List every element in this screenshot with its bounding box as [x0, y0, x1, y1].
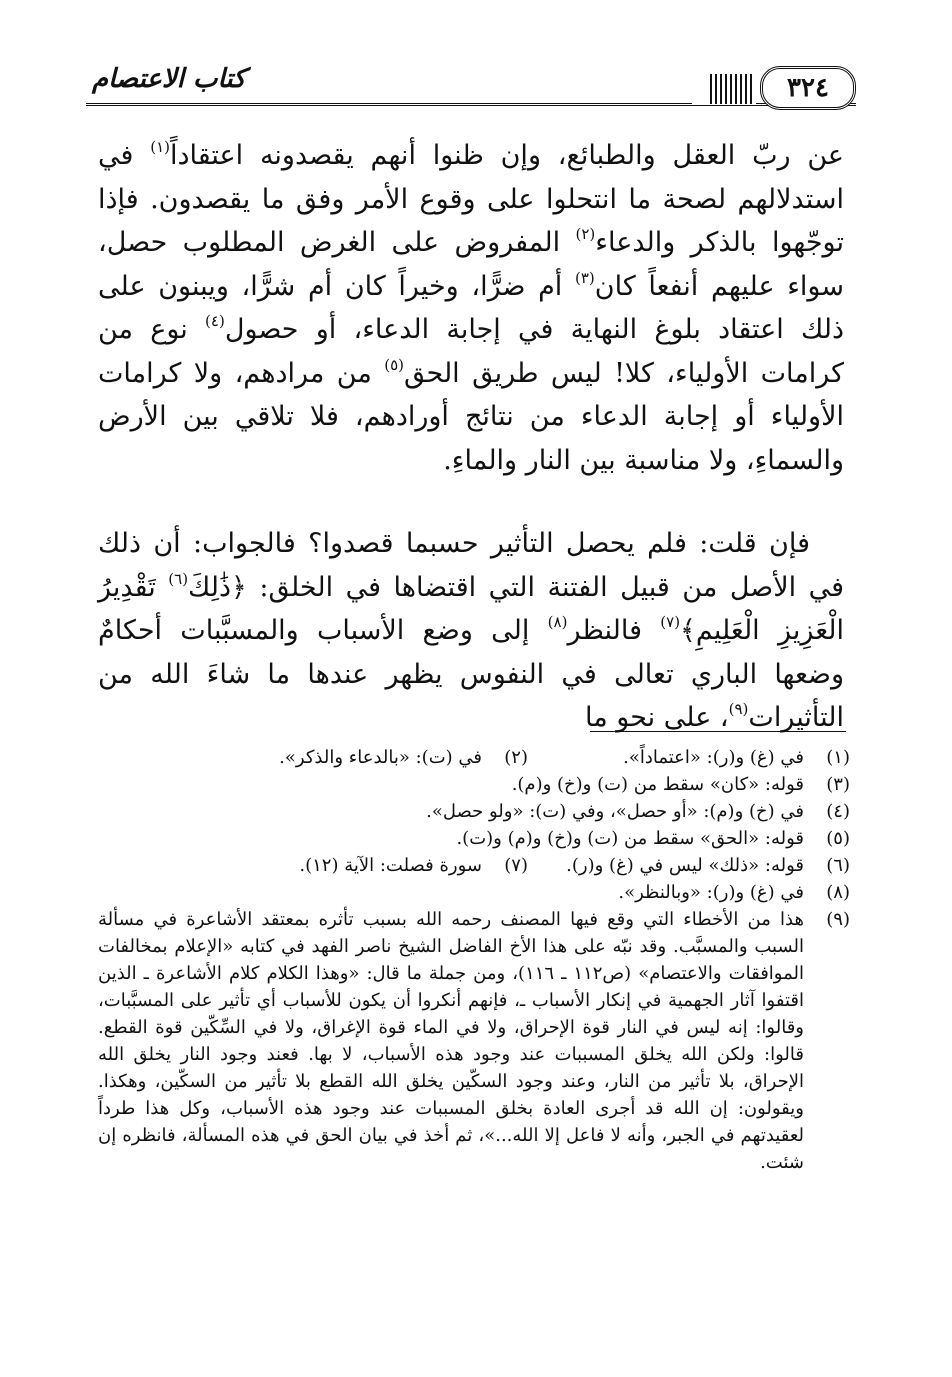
footnote: (٩) هذا من الأخطاء التي وقع فيها المصنف رحمه الله بسبب تأثره بمعتقد الأشاعرة في مسألة السبب والمسبَّب. وقد نبّه على هذا الأخ الفاضل الشيخ ناصر الفهد في كتابه «الإعلام بمخالفات الموافقات والاعتصام» (ص١١٢ ـ ١١٦)، ومن جملة ما قال: «وهذا الكلام كلام الأشاعرة ـ الذين اقتفوا آثار الجهمية في إنكار الأسباب ـ، فإنهم أنكروا أن يكون للأسباب أي تأثير على المسبَّبات، وقالوا: إنه ليس في النار قوة الإحراق، ولا في الماء قوة الإغراق، ولا في السِّكّين قوة القطع. قالوا: ولكن الله يخلق المسببات عند وجود هذه الأسباب، لا بها. فعند وجود النار يخلق الله الإحراق، بلا تأثير من النار، وعند وجود السكّين يخلق الله القطع بلا تأثير من السكّين، وهكذا. ويقولون: إن الله قد أجرى العادة بخلق المسببات عند وجود هذه الأسباب، وكل هذا طرداً لعقيدتهم في الجبر، وأنه لا فاعل إلا الله...»، ثم أخذ في بيان الحق في هذه المسألة، فانظره إن شئت. — [98, 909, 850, 1173]
footnote-row — [98, 852, 850, 879]
footnote: (١) في (غ) و(ر): «اعتماداً». — [623, 747, 850, 768]
footnote-ref: (٣) — [574, 268, 595, 287]
page-header — [86, 62, 856, 112]
footnote-ref: (٨) — [547, 613, 568, 631]
header-ornament — [692, 74, 756, 104]
footnote-ref: (٩) — [728, 700, 749, 718]
footnote: (٢) في (ت): «بالدعاء والذكر». — [279, 747, 528, 768]
footnote: (٦) قوله: «ذلك» ليس في (غ) و(ر). — [566, 855, 850, 876]
footnote-ref: (٧) — [660, 613, 681, 631]
footnotes — [98, 744, 850, 1176]
footnote: (٨) في (غ) و(ر): «وبالنظر». — [618, 882, 850, 903]
book-title: كتاب الاعتصام — [86, 64, 252, 94]
main-text — [98, 134, 844, 740]
footnote-ref: (٢) — [575, 225, 596, 243]
footnote-ref: (١) — [150, 138, 170, 156]
paragraph: فإن قلت: فلم يحصل التأثير حسبما قصدوا؟ فالجواب: أن ذلك في الأصل من قبيل الفتنة التي اقتضاها في الخلق: ﴿ذَٰلِكَ$^{(٦)}$ تَقْدِيرُ الْعَزِيزِ الْعَلِيمِ﴾$^{(٧)}$ فالنظر$^{(٨)}$ إلى وضع الأسباب والمسبَّبات أحكامٌ وضعها الباري تعالى في النفوس يظهر عندها ما شاءَ الله من التأثيرات$^{(٩)}$، على نحو ما — [98, 528, 845, 733]
footnote-ref: (٦) — [168, 569, 189, 588]
footnote-ref: (٥) — [384, 355, 404, 374]
footnote-row — [98, 744, 850, 771]
footnote: (٧) سورة فصلت: الآية (١٢). — [299, 855, 528, 876]
page-number: ٣٢٤ — [760, 66, 856, 110]
footnote: (٤) في (خ) و(م): «أو حصل»، وفي (ت): «ولو حصل». — [426, 801, 850, 822]
footnote: (٣) قوله: «كان» سقط من (ت) و(خ) و(م). — [511, 774, 850, 795]
footnote-ref: (٤) — [205, 312, 225, 330]
paragraph: عن ربّ العقل والطبائع، وإن ظنوا أنهم يقصدونه اعتقاداً$^{(١)}$ في استدلالهم لصحة ما انتحلوا على وقوع الأمر وفق ما يقصدون. فإذا توجّهوا بالذكر والدعاء$^{(٢)}$ المفروض على الغرض المطلوب حصل، سواء عليهم أنفعاً كان$^{(٣)}$ أم ضرًّا، وخيراً كان أم شرًّا، ويبنون على ذلك اعتقاد بلوغ النهاية في إجابة الدعاء، أو حصول$^{(٤)}$ نوع من كرامات الأولياء، كلا! ليس طريق الحق$^{(٥)}$ من مرادهم، ولا كرامات الأولياء أو إجابة الدعاء من نتائج أورادهم، فلا تلاقي بين الأرض والسماءِ، ولا مناسبة بين النار والماءِ. — [98, 138, 845, 476]
footnote: (٥) قوله: «الحق» سقط من (ت) و(خ) و(م) و(ت). — [456, 828, 850, 849]
footnote-separator — [590, 731, 846, 732]
